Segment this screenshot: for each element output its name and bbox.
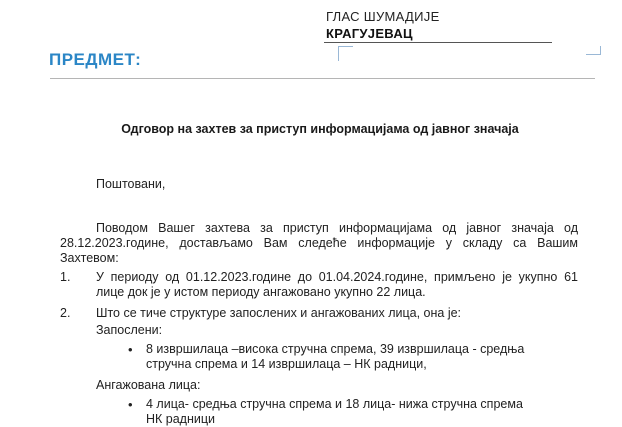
bullet-item bbox=[128, 397, 528, 427]
address-window-corner-left bbox=[338, 46, 353, 61]
bullet-text: 4 лица- средња стручна спрема и 18 лица- нижа стручна спрема НК радници bbox=[146, 397, 523, 426]
list-item-text: У периоду од 01.12.2023.године до 01.04.2024.године, примљено је укупно 61 лице док је у истом периоду ангажовано укупно 22 лица. bbox=[96, 270, 578, 299]
recipient-underline bbox=[324, 42, 552, 43]
bullet-text: 8 извршилаца –висока стручна спрема, 39 извршилаца - средња стручна спрема и 14 извршилаца – НК радници, bbox=[146, 342, 525, 371]
employed-label: Запослени: bbox=[96, 323, 163, 337]
list-item-number: 1. bbox=[60, 270, 71, 284]
list-item-text: Што се тиче структуре запослених и ангажованих лица, она је: bbox=[96, 306, 462, 320]
list-item bbox=[60, 270, 578, 300]
recipient-block bbox=[326, 8, 556, 42]
bullet-icon: • bbox=[128, 342, 133, 357]
bullet-icon: • bbox=[128, 397, 133, 412]
recipient-name: ГЛАС ШУМАДИЈЕ bbox=[326, 9, 440, 24]
list-item-number: 2. bbox=[60, 306, 71, 320]
intro-text: Поводом Вашег захтева за приступ информацијама од јавног значаја од 28.12.2023.године, достављамо Вам следеће информације у складу са Вашим Захтевом: bbox=[60, 221, 578, 265]
subject-label: ПРЕДМЕТ: bbox=[49, 50, 142, 69]
address-window-corner-right bbox=[586, 46, 601, 55]
subject-divider bbox=[50, 78, 595, 79]
recipient-city: КРАГУЈЕВАЦ bbox=[326, 26, 413, 41]
bullet-item bbox=[128, 342, 528, 372]
intro-paragraph bbox=[60, 221, 578, 266]
list-item bbox=[60, 306, 578, 321]
greeting: Поштовани, bbox=[96, 177, 166, 191]
engaged-label: Ангажована лица: bbox=[96, 378, 201, 392]
document-title: Одговор на захтев за приступ информацијама од јавног значаја bbox=[121, 122, 519, 136]
